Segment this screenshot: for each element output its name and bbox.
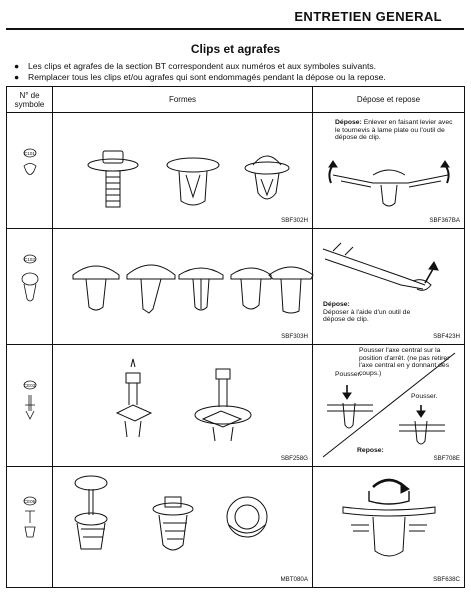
depose-instructions: Pousser l'axe central sur la position d'arrêt. (ne pas retirer l'axe central en y donnant des coups.) — [359, 347, 450, 377]
clip-shapes-illustration — [53, 113, 313, 228]
table-row — [7, 467, 465, 588]
table-row — [7, 113, 465, 229]
depose-text: Enlever en faisant levier avec le tournevis à lame plate ou l'outil de dépose de clip. — [335, 119, 453, 142]
note-text: Les clips et agrafes de la section BT correspondent aux numéros et aux symboles suivants. — [28, 61, 377, 71]
clip-symbol-icon — [7, 229, 53, 344]
clip-tool-illustration — [313, 229, 465, 344]
figure-ref: SBF258G — [280, 455, 308, 462]
depose-text: Déposer à l'aide d'un outil de dépose de clip. — [323, 308, 411, 324]
symbol-cell — [7, 229, 53, 345]
symbol-code: C103 — [24, 257, 35, 262]
figure-ref: SBF367BA — [429, 217, 460, 224]
depose-label: Dépose: — [335, 119, 362, 126]
depose-cell — [313, 345, 465, 467]
depose-instructions — [323, 301, 423, 324]
section-subtitle: Clips et agrafes — [190, 42, 281, 56]
page-header — [6, 6, 464, 30]
clip-symbol-icon — [7, 345, 53, 466]
depose-cell — [313, 113, 465, 229]
depose-cell — [313, 467, 465, 588]
symbol-code: CE06 — [23, 499, 36, 504]
header-symbol: N° de symbole — [7, 87, 53, 113]
formes-cell — [53, 229, 313, 345]
header-depose: Dépose et repose — [313, 87, 465, 113]
header-formes: Formes — [53, 87, 313, 113]
push-label: Pousser. — [411, 393, 438, 400]
table-row — [7, 229, 465, 345]
symbol-code: C101 — [24, 151, 35, 156]
instruction-notes — [14, 61, 464, 82]
depose-cell — [313, 229, 465, 345]
note-item — [14, 61, 464, 72]
figure-ref: SBF708E — [433, 455, 460, 462]
formes-cell — [53, 467, 313, 588]
symbol-cell — [7, 345, 53, 467]
formes-cell — [53, 113, 313, 229]
clip-shapes-illustration — [53, 467, 313, 587]
clip-symbol-icon — [7, 467, 53, 587]
figure-ref: SBF423H — [433, 333, 460, 340]
figure-ref: SBF638C — [433, 576, 460, 583]
repose-label: Repose: — [357, 447, 384, 454]
removal-illustration — [313, 345, 465, 466]
header-title: ENTRETIEN GENERAL — [294, 9, 442, 24]
clips-table — [6, 86, 465, 588]
clip-symbol-icon — [7, 113, 53, 228]
depose-label: Dépose: — [323, 301, 350, 308]
figure-ref: SBF303H — [281, 333, 308, 340]
table-header-row — [7, 87, 465, 113]
note-item — [14, 72, 464, 83]
figure-ref: SBF302H — [281, 217, 308, 224]
symbol-cell — [7, 113, 53, 229]
clip-shapes-illustration — [53, 345, 313, 466]
table-row — [7, 345, 465, 467]
formes-cell — [53, 345, 313, 467]
rotate-removal-illustration — [313, 467, 465, 587]
symbol-cell — [7, 467, 53, 588]
note-text: Remplacer tous les clips et/ou agrafes qui sont endommagés pendant la dépose ou la repose. — [28, 71, 386, 82]
clip-shapes-illustration — [53, 229, 313, 344]
removal-illustration — [313, 113, 465, 228]
push-label: Pousser. — [335, 371, 362, 378]
bullet-icon: ● — [14, 71, 20, 82]
bullet-icon: ● — [14, 61, 20, 71]
figure-ref: MBT080A — [280, 576, 308, 583]
symbol-code: CE03 — [23, 383, 36, 388]
